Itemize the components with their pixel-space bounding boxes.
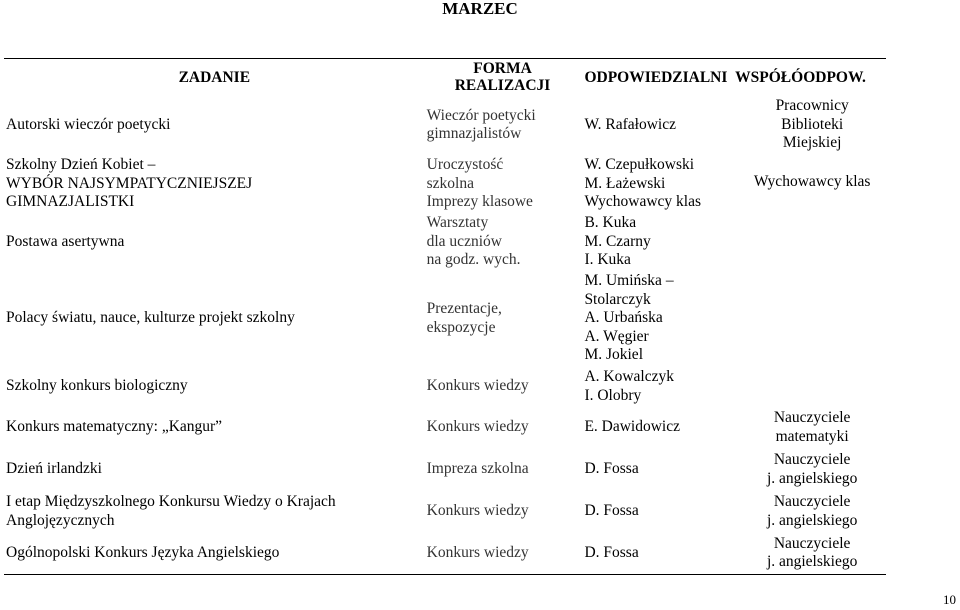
co-responsible-cell bbox=[738, 491, 886, 533]
form-text: szkolna bbox=[426, 174, 474, 192]
responsible-cell bbox=[580, 491, 738, 533]
responsible-name: D. Fossa bbox=[584, 502, 639, 520]
responsible-name: E. Dawidowicz bbox=[584, 418, 680, 436]
task-text: Postawa asertywna bbox=[6, 232, 125, 250]
task-text: Szkolny konkurs biologiczny bbox=[6, 377, 188, 395]
task-cell bbox=[4, 407, 425, 449]
task-text: Dzień irlandzki bbox=[6, 460, 102, 478]
responsible-name: A. Węgier bbox=[584, 327, 649, 345]
form-text: ekspozycje bbox=[426, 318, 496, 336]
task-text: Anglojęzycznych bbox=[6, 511, 115, 529]
co-responsible-cell bbox=[738, 533, 886, 575]
form-text: Konkurs wiedzy bbox=[426, 544, 529, 561]
responsible-name: Stolarczyk bbox=[584, 290, 651, 308]
co-responsible-text: Nauczyciele bbox=[773, 409, 851, 426]
schedule-table bbox=[4, 58, 886, 575]
co-responsible-cell bbox=[738, 407, 886, 449]
responsible-name: D. Fossa bbox=[584, 544, 639, 561]
responsible-cell bbox=[580, 449, 738, 491]
table-row bbox=[4, 155, 886, 213]
responsible-cell bbox=[580, 367, 738, 407]
header-odp-wsp bbox=[580, 59, 886, 96]
responsible-name: I. Kuka bbox=[584, 251, 631, 268]
task-text: Ogólnopolski Konkurs Języka Angielskiego bbox=[6, 544, 280, 561]
header-forma bbox=[425, 59, 581, 96]
responsible-name: D. Fossa bbox=[584, 460, 639, 478]
task-cell bbox=[4, 213, 425, 271]
responsible-cell bbox=[580, 95, 738, 155]
task-cell bbox=[4, 155, 425, 213]
co-responsible-text: j. angielskiego bbox=[766, 511, 858, 529]
table-row bbox=[4, 491, 886, 533]
form-cell bbox=[425, 213, 581, 271]
form-text: Prezentacje, bbox=[426, 300, 502, 317]
responsible-name: A. Kowalczyk bbox=[584, 368, 674, 385]
responsible-cell bbox=[580, 271, 738, 367]
responsible-cell bbox=[580, 533, 738, 575]
header-forma-line1: FORMA bbox=[473, 60, 532, 77]
header-wsp: WSPÓŁÓODPOW. bbox=[735, 68, 866, 86]
responsible-name: M. Czarny bbox=[584, 232, 651, 250]
table-row bbox=[4, 533, 886, 575]
form-cell bbox=[425, 155, 581, 213]
responsible-name: W. Rafałowicz bbox=[584, 115, 676, 133]
form-cell bbox=[425, 95, 581, 155]
form-cell bbox=[425, 271, 581, 367]
table-row bbox=[4, 407, 886, 449]
responsible-name: A. Urbańska bbox=[584, 309, 663, 327]
task-text: Polacy światu, nauce, kulturze projekt szkolny bbox=[6, 309, 295, 327]
task-text: GIMNAZJALISTKI bbox=[6, 193, 135, 211]
co-responsible-cell bbox=[738, 449, 886, 491]
header-zadanie: ZADANIE bbox=[4, 59, 425, 96]
form-cell bbox=[425, 533, 581, 575]
co-responsible-text: Miejskiej bbox=[782, 134, 842, 152]
form-text: Wieczór poetycki bbox=[426, 106, 536, 124]
table-row bbox=[4, 95, 886, 155]
responsible-name: I. Olobry bbox=[584, 386, 642, 404]
task-text: I etap Międzyszkolnego Konkursu Wiedzy o Krajach bbox=[6, 493, 336, 510]
header-row bbox=[4, 59, 886, 96]
co-responsible-text: Biblioteki bbox=[781, 115, 844, 133]
co-responsible-text: Nauczyciele bbox=[773, 493, 851, 510]
task-cell bbox=[4, 95, 425, 155]
form-text: Imprezy klasowe bbox=[426, 193, 533, 211]
header-odp: ODPOWIEDZIALNI bbox=[584, 68, 728, 86]
form-text: dla uczniów bbox=[426, 232, 502, 250]
responsible-name: W. Czepułkowski bbox=[584, 156, 695, 174]
co-responsible-text: Wychowawcy klas bbox=[753, 173, 871, 190]
page-title: MARZEC bbox=[442, 0, 518, 18]
form-text: Konkurs wiedzy bbox=[426, 502, 529, 520]
co-responsible-text: Pracownicy bbox=[775, 97, 849, 115]
co-responsible-text: matematyki bbox=[775, 427, 849, 445]
responsible-name: B. Kuka bbox=[584, 214, 637, 231]
responsible-cell bbox=[580, 213, 738, 271]
responsible-name: M. Jokiel bbox=[584, 346, 643, 364]
task-cell bbox=[4, 367, 425, 407]
form-text: gimnazjalistów bbox=[426, 125, 522, 142]
responsible-cell bbox=[580, 155, 738, 213]
form-cell bbox=[425, 367, 581, 407]
task-cell bbox=[4, 491, 425, 533]
form-text: na godz. wych. bbox=[426, 251, 521, 268]
table-row bbox=[4, 449, 886, 491]
responsible-name: M. Umińska – bbox=[584, 272, 674, 290]
responsible-name: M. Łażewski bbox=[584, 174, 666, 192]
form-cell bbox=[425, 491, 581, 533]
co-responsible-text: j. angielskiego bbox=[766, 469, 858, 487]
form-cell bbox=[425, 407, 581, 449]
task-text: Szkolny Dzień Kobiet – bbox=[6, 156, 156, 174]
task-text: WYBÓR NAJSYMPATYCZNIEJSZEJ bbox=[6, 174, 253, 192]
task-text: Autorski wieczór poetycki bbox=[6, 115, 171, 133]
co-responsible-text: Nauczyciele bbox=[773, 451, 851, 468]
task-cell bbox=[4, 271, 425, 367]
responsible-cell bbox=[580, 407, 738, 449]
form-text: Impreza szkolna bbox=[426, 460, 529, 478]
co-responsible-cell bbox=[738, 95, 886, 155]
form-text: Uroczystość bbox=[426, 156, 504, 174]
page-number: 10 bbox=[943, 592, 956, 607]
co-responsible-text: Nauczyciele bbox=[773, 534, 851, 552]
co-responsible-text: j. angielskiego bbox=[766, 553, 858, 571]
form-text: Konkurs wiedzy bbox=[426, 377, 529, 395]
form-cell bbox=[425, 449, 581, 491]
form-text: Warsztaty bbox=[426, 214, 489, 231]
header-forma-line2: REALIZACJI bbox=[454, 77, 551, 94]
task-cell bbox=[4, 533, 425, 575]
task-text: Konkurs matematyczny: „Kangur” bbox=[6, 418, 223, 436]
form-text: Konkurs wiedzy bbox=[426, 418, 529, 436]
responsible-name: Wychowawcy klas bbox=[584, 193, 702, 211]
task-cell bbox=[4, 449, 425, 491]
co-responsible-cell bbox=[738, 155, 886, 407]
